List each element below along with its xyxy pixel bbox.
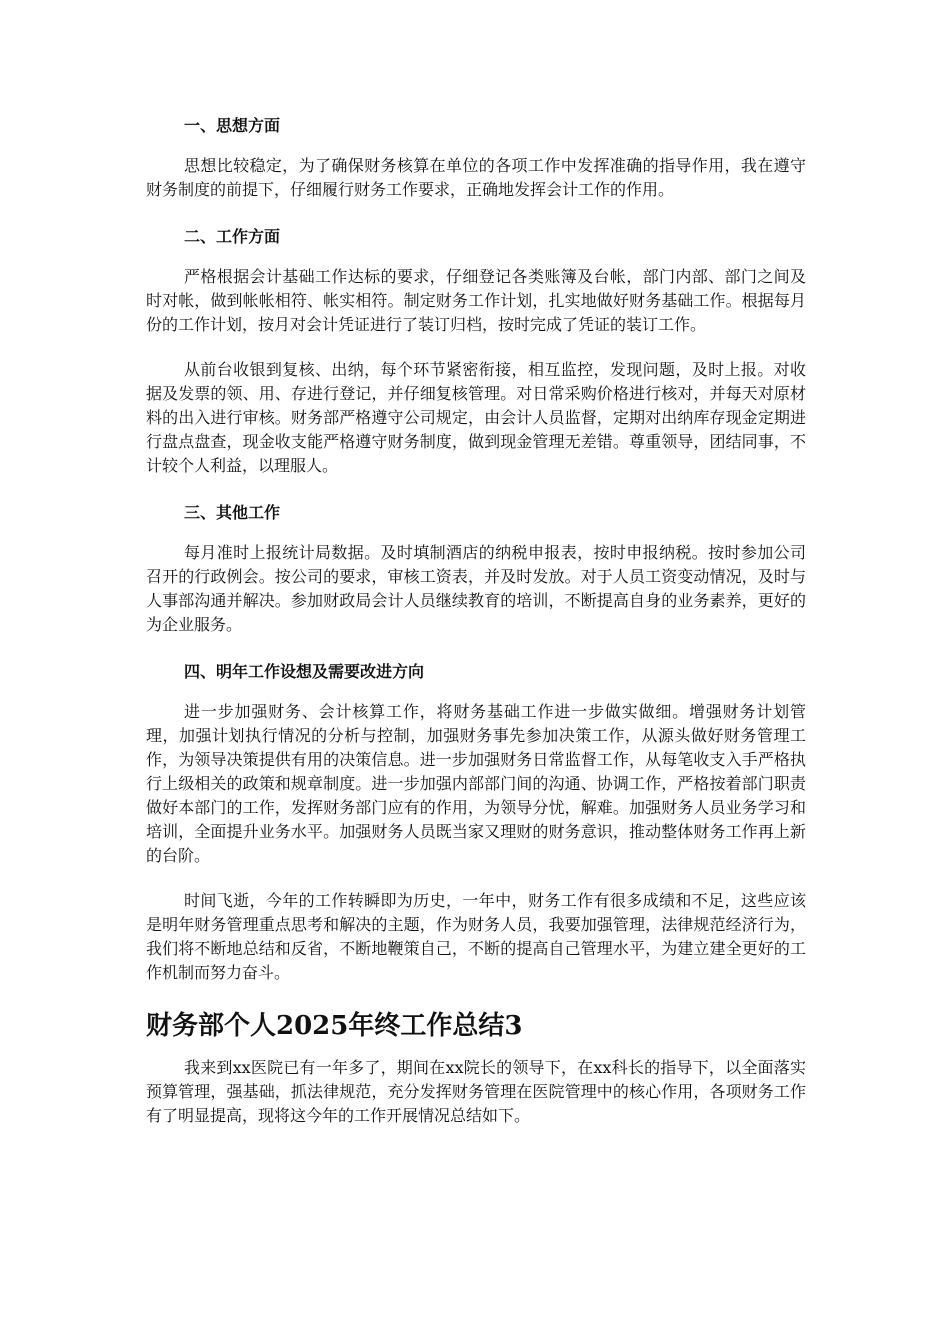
- document-title-3: 财务部个人2025年终工作总结3: [146, 1011, 523, 1041]
- document-body: [146, 112, 806, 1149]
- section-heading-other: 三、其他工作: [184, 503, 281, 522]
- paragraph-next-year-2: 时间飞逝，今年的工作转瞬即为历史，一年中，财务工作有很多成绩和不足，这些应该是明年财务管理重点思考和解决的主题，作为财务人员，我要加强管理，法律规范经济行为，我们将不断地总结和反省，不断地鞭策自己，不断的提高自己管理水平，为建立建全更好的工作机制而努力奋斗。: [146, 891, 806, 982]
- paragraph-next-year-1: 进一步加强财务、会计核算工作，将财务基础工作进一步做实做细。增强财务计划管理，加强计划执行情况的分析与控制，加强财务事先参加决策工作，从源头做好财务管理工作，为领导决策提供有用的决策信息。进一步加强财务日常监督工作，从每笔收支入手严格执行上级相关的政策和规章制度。进一步加强内部部门间的沟通、协调工作，严格按着部门职责做好本部门的工作，发挥财务部门应有的作用，为领导分忧，解难。加强财务人员业务学习和培训，全面提升业务水平。加强财务人员既当家又理财的财务意识，推动整体财务工作再上新的台阶。: [146, 702, 806, 865]
- paragraph-work-2: 从前台收银到复核、出纳，每个环节紧密衔接，相互监控，发现问题，及时上报。对收据及发票的领、用、存进行登记，并仔细复核管理。对日常采购价格进行核对，并每天对原材料的出入进行审核。财务部严格遵守公司规定，由会计人员监督，定期对出纳库存现金定期进行盘点盘查，现金收支能严格遵守财务制度，做到现金管理无差错。尊重领导，团结同事，不计较个人利益，以理服人。: [146, 360, 806, 475]
- paragraph-thought: 思想比较稳定，为了确保财务核算在单位的各项工作中发挥准确的指导作用，我在遵守财务制度的前提下，仔细履行财务工作要求，正确地发挥会计工作的作用。: [146, 156, 806, 199]
- paragraph-work-1: 严格根据会计基础工作达标的要求，仔细登记各类账簿及台帐，部门内部、部门之间及时对帐，做到帐帐相符、帐实相符。制定财务工作计划，扎实地做好财务基础工作。根据每月份的工作计划，按月对会计凭证进行了装订归档，按时完成了凭证的装订工作。: [146, 267, 806, 334]
- section-heading-next-year: 四、明年工作设想及需要改进方向: [184, 662, 425, 681]
- section-heading-work: 二、工作方面: [184, 227, 281, 246]
- section-heading-thought: 一、思想方面: [184, 116, 281, 135]
- paragraph-intro-3: 我来到xx医院已有一年多了，期间在xx院长的领导下，在xx科长的指导下，以全面落实预算管理，强基础，抓法律规范，充分发挥财务管理在医院管理中的核心作用，各项财务工作有了明显提高，现将这今年的工作开展情况总结如下。: [146, 1058, 806, 1125]
- paragraph-other: 每月准时上报统计局数据。及时填制酒店的纳税申报表，按时申报纳税。按时参加公司召开的行政例会。按公司的要求，审核工资表，并及时发放。对于人员工资变动情况，及时与人事部沟通并解决。参加财政局会计人员继续教育的培训，不断提高自身的业务素养，更好的为企业服务。: [146, 543, 806, 634]
